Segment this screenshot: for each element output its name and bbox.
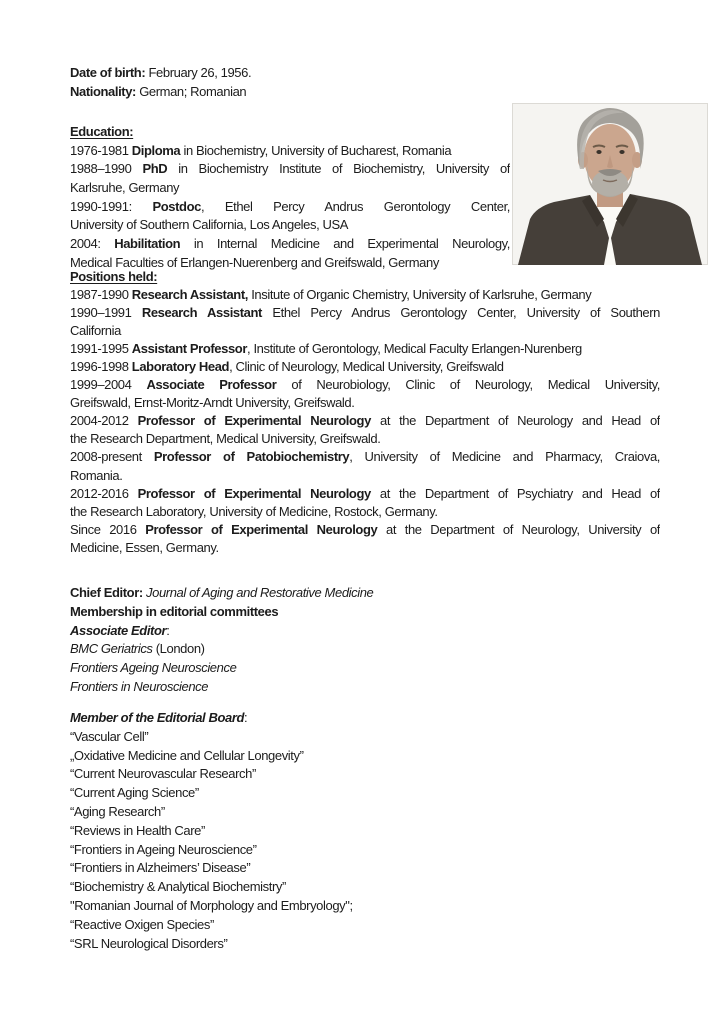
board-item bbox=[70, 747, 660, 766]
editorial-board-heading bbox=[70, 709, 660, 728]
text-segment: at the Department of Neurology and Head of bbox=[370, 413, 660, 429]
board-item bbox=[70, 803, 660, 822]
text-segment: Habilitation bbox=[114, 236, 181, 252]
text-segment: Associate Professor bbox=[146, 377, 277, 393]
board-item bbox=[70, 728, 660, 747]
board-item bbox=[70, 822, 660, 841]
text-segment: , Institute of Gerontology, Medical Faculty Erlangen-Nurenberg bbox=[247, 341, 582, 357]
text-segment: at the Department of Neurology, University of bbox=[377, 521, 660, 537]
text-segment: Assistant Professor bbox=[131, 341, 248, 357]
text-segment: “Aging Research” bbox=[70, 803, 165, 819]
text-segment: 1990–1991 bbox=[70, 305, 142, 321]
text-segment: 2008-present bbox=[70, 449, 154, 465]
text-line bbox=[70, 322, 660, 340]
associate-editor-heading bbox=[70, 622, 660, 641]
text-segment: 1991-1995 bbox=[70, 341, 132, 357]
text-segment: Karlsruhe, Germany bbox=[70, 180, 180, 196]
text-segment: of Neurobiology, Clinic of Neurology, Medical University, bbox=[276, 377, 660, 393]
text-line bbox=[70, 216, 510, 235]
text-segment: Nationality: bbox=[70, 83, 136, 99]
text-segment: : bbox=[166, 622, 170, 638]
text-line bbox=[70, 340, 660, 358]
text-line bbox=[70, 376, 660, 394]
text-segment: 1988–1990 bbox=[70, 161, 143, 177]
text-line bbox=[70, 198, 510, 217]
text-segment: in Internal Medicine and Experimental Neurology, bbox=[180, 236, 510, 252]
text-segment: , Ethel Percy Andrus Gerontology Center, bbox=[200, 198, 510, 214]
editorial-board-section bbox=[70, 709, 660, 953]
membership-heading bbox=[70, 603, 660, 622]
text-line bbox=[70, 521, 660, 539]
text-segment: Professor of Patobiochemistry bbox=[153, 449, 350, 465]
text-segment: Associate Editor bbox=[70, 622, 167, 638]
text-segment: Research Assistant, bbox=[131, 287, 248, 303]
text-segment: 1976-1981 bbox=[70, 142, 132, 158]
text-segment: in Biochemistry Institute of Biochemistry, University of bbox=[167, 161, 510, 177]
text-segment: “Reactive Oxigen Species” bbox=[70, 916, 214, 932]
board-item bbox=[70, 935, 660, 954]
text-segment: Postdoc bbox=[152, 198, 201, 214]
text-segment: “Current Aging Science” bbox=[70, 785, 199, 801]
board-item bbox=[70, 878, 660, 897]
text-segment: February 26, 1956. bbox=[145, 65, 252, 80]
text-segment: PhD bbox=[142, 161, 168, 177]
text-segment: Membership in editorial committees bbox=[70, 603, 279, 619]
personal-info-section bbox=[70, 64, 660, 101]
chief-editor-line bbox=[70, 584, 660, 603]
positions-heading bbox=[70, 268, 660, 286]
text-segment: (London) bbox=[152, 641, 205, 657]
nationality-line bbox=[70, 83, 660, 102]
text-segment: Frontiers in Neuroscience bbox=[70, 678, 209, 694]
text-segment: Medical Faculties of Erlangen-Nuerenberg and Greifswald, Germany bbox=[70, 254, 439, 270]
text-segment: Chief Editor: bbox=[70, 585, 143, 600]
text-segment: in Biochemistry, University of Bucharest, Romania bbox=[180, 142, 452, 158]
board-item bbox=[70, 765, 660, 784]
text-line bbox=[70, 485, 660, 503]
education-section bbox=[70, 123, 510, 273]
text-segment: California bbox=[70, 323, 121, 339]
text-line bbox=[70, 358, 660, 376]
text-line bbox=[70, 640, 660, 659]
text-line bbox=[70, 286, 660, 304]
text-segment: at the Department of Psychiatry and Head of bbox=[370, 485, 660, 501]
text-segment: “SRL Neurological Disorders” bbox=[70, 935, 228, 951]
text-segment: Since 2016 bbox=[70, 521, 146, 537]
text-segment: the Research Laboratory, University of Medicine, Rostock, Germany. bbox=[70, 503, 438, 519]
text-segment: “Biochemistry & Analytical Biochemistry” bbox=[70, 879, 286, 895]
text-segment: Diploma bbox=[131, 142, 181, 158]
board-item bbox=[70, 859, 660, 878]
text-segment: Insitute of Organic Chemistry, University of Karlsruhe, Germany bbox=[247, 287, 592, 303]
text-segment: Member of the Editorial Board bbox=[70, 710, 245, 725]
text-segment: Greifswald, Ernst-Moritz-Arndt University, Greifswald. bbox=[70, 395, 355, 411]
text-segment: “Frontiers in Ageing Neuroscience” bbox=[70, 841, 257, 857]
text-segment: Journal of Aging and Restorative Medicine bbox=[146, 585, 374, 600]
text-segment: Romania. bbox=[70, 467, 123, 483]
text-line bbox=[70, 235, 510, 254]
text-line bbox=[70, 467, 660, 485]
text-segment: the Research Department, Medical University, Greifswald. bbox=[70, 431, 381, 447]
text-segment: , University of Medicine and Pharmacy, Craiova, bbox=[349, 449, 660, 465]
text-line bbox=[70, 394, 660, 412]
text-segment: “Reviews in Health Care” bbox=[70, 822, 205, 838]
board-item bbox=[70, 784, 660, 803]
text-line bbox=[70, 539, 660, 557]
text-line bbox=[70, 678, 660, 697]
text-segment: , Clinic of Neurology, Medical University, Greifswald bbox=[229, 359, 504, 375]
text-segment: “Current Neurovascular Research” bbox=[70, 766, 256, 782]
text-segment: 2012-2016 bbox=[70, 485, 138, 501]
text-line bbox=[70, 179, 510, 198]
text-segment: „Oxidative Medicine and Cellular Longevity” bbox=[70, 747, 304, 763]
board-item bbox=[70, 916, 660, 935]
text-segment: Positions held: bbox=[70, 269, 158, 284]
positions-section bbox=[70, 268, 660, 557]
text-segment: Professor of Experimental Neurology bbox=[137, 413, 371, 429]
text-segment: “Frontiers in Alzheimers’ Disease” bbox=[70, 860, 251, 876]
text-segment: Professor of Experimental Neurology bbox=[145, 521, 378, 537]
text-segment: BMC Geriatrics bbox=[70, 641, 153, 657]
board-item bbox=[70, 841, 660, 860]
text-segment: German; Romanian bbox=[135, 83, 247, 99]
text-segment: "Romanian Journal of Morphology and Embryology"; bbox=[70, 897, 353, 913]
text-line bbox=[70, 304, 660, 322]
text-segment: : bbox=[244, 710, 248, 725]
text-segment: 1996-1998 bbox=[70, 359, 132, 375]
education-heading bbox=[70, 123, 510, 142]
text-segment: Research Assistant bbox=[141, 305, 262, 321]
text-segment: Medicine, Essen, Germany. bbox=[70, 539, 219, 555]
text-segment: Ethel Percy Andrus Gerontology Center, University of Southern bbox=[261, 305, 660, 321]
text-segment: Laboratory Head bbox=[131, 359, 230, 375]
text-line bbox=[70, 412, 660, 430]
text-segment: Professor of Experimental Neurology bbox=[137, 485, 371, 501]
text-segment: Frontiers Ageing Neuroscience bbox=[70, 660, 237, 676]
board-item bbox=[70, 897, 660, 916]
text-line bbox=[70, 659, 660, 678]
portrait-photo bbox=[512, 103, 708, 265]
text-segment: 2004: bbox=[70, 236, 115, 252]
date-of-birth-line bbox=[70, 64, 660, 83]
portrait-photo-image bbox=[512, 103, 708, 265]
text-line bbox=[70, 430, 660, 448]
text-line bbox=[70, 160, 510, 179]
text-line bbox=[70, 142, 510, 161]
text-segment: Date of birth: bbox=[70, 65, 146, 80]
text-segment: 1990-1991: bbox=[70, 198, 153, 214]
editorial-roles-section bbox=[70, 584, 660, 697]
text-segment: “Vascular Cell” bbox=[70, 728, 149, 744]
text-segment: 2004-2012 bbox=[70, 413, 138, 429]
text-segment: 1987-1990 bbox=[70, 287, 132, 303]
text-line bbox=[70, 448, 660, 466]
text-line bbox=[70, 503, 660, 521]
text-segment: 1999–2004 bbox=[70, 377, 147, 393]
text-segment: University of Southern California, Los Angeles, USA bbox=[70, 217, 349, 233]
text-segment: Education: bbox=[70, 124, 134, 139]
